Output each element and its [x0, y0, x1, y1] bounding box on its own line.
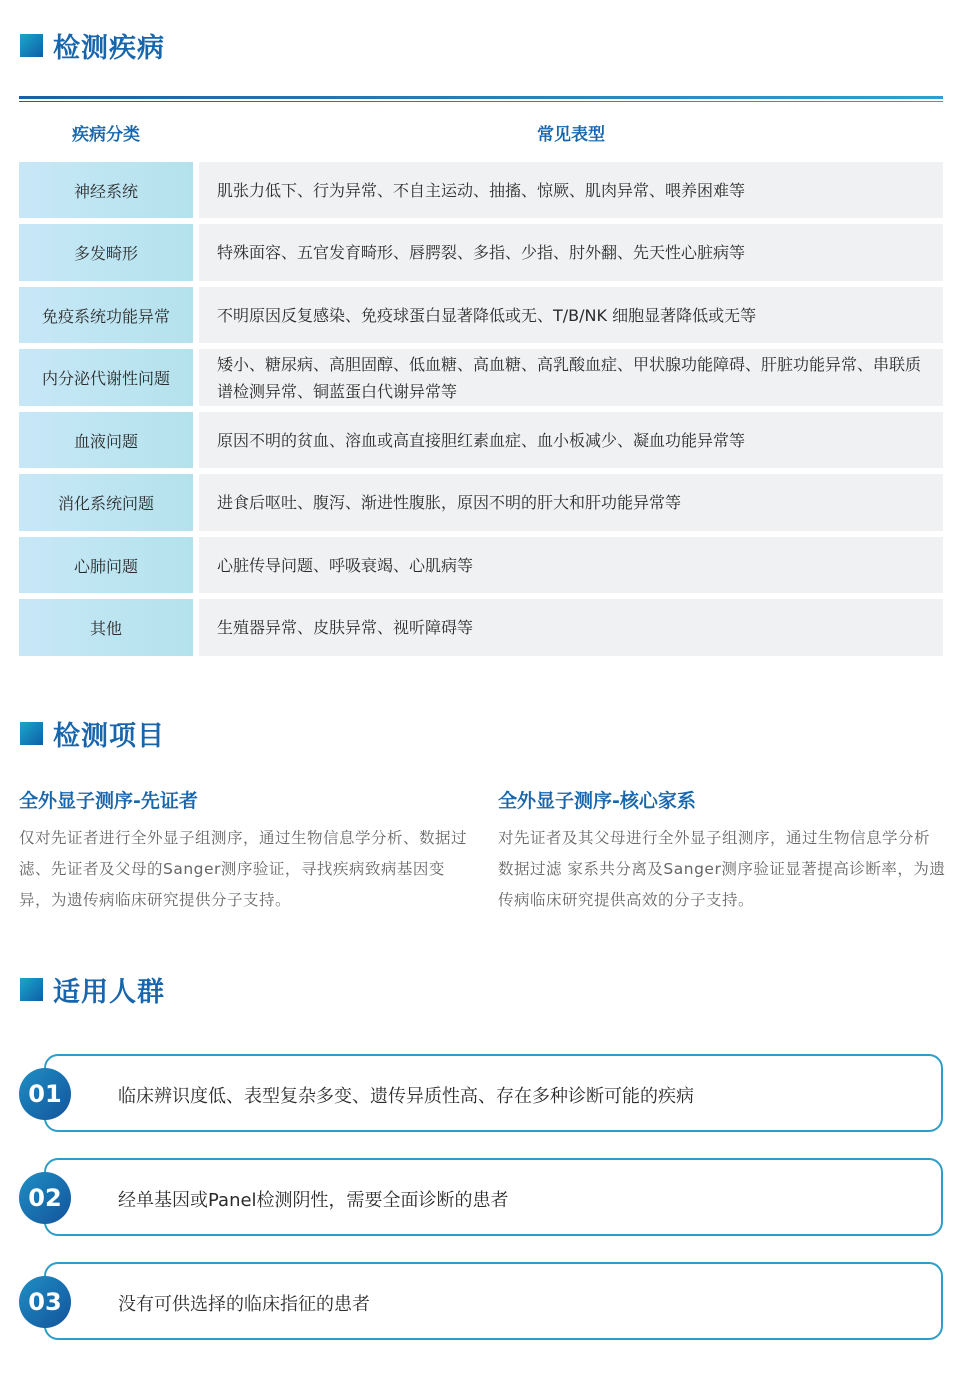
row-category: 内分泌代谢性问题	[19, 349, 193, 406]
row-phenotype: 不明原因反复感染、免疫球蛋白显著降低或无、T/B/NK 细胞显著降低或无等	[199, 287, 943, 343]
row-phenotype: 特殊面容、五官发育畸形、唇腭裂、多指、少指、肘外翻、先天性心脏病等	[199, 224, 943, 281]
table-header	[19, 116, 943, 148]
divider	[19, 96, 943, 102]
row-category: 神经系统	[19, 162, 193, 218]
row-phenotype: 原因不明的贫血、溶血或高直接胆红素血症、血小板减少、凝血功能异常等	[199, 412, 943, 468]
row-category: 免疫系统功能异常	[19, 287, 193, 343]
section-marker-icon	[20, 34, 43, 57]
section-title-diseases	[20, 28, 165, 62]
population-number-badge: 01	[19, 1068, 71, 1120]
population-item	[19, 1262, 943, 1342]
row-category: 其他	[19, 599, 193, 656]
section-marker-icon	[20, 978, 43, 1001]
population-text: 没有可供选择的临床指征的患者	[118, 1294, 370, 1315]
section-marker-icon	[20, 722, 43, 745]
population-item	[19, 1054, 943, 1134]
population-number-badge: 03	[19, 1276, 71, 1328]
table-row	[19, 224, 943, 281]
project-title: 全外显子测序-核心家系	[498, 790, 696, 812]
section-title-projects	[20, 716, 165, 750]
row-phenotype: 心脏传导问题、呼吸衰竭、心肌病等	[199, 537, 943, 593]
population-text: 临床辨识度低、表型复杂多变、遗传异质性高、存在多种诊断可能的疾病	[118, 1086, 694, 1107]
population-text: 经单基因或Panel检测阴性，需要全面诊断的患者	[118, 1190, 509, 1211]
table-row	[19, 412, 943, 468]
project-description: 仅对先证者进行全外显子组测序，通过生物信息学分析、数据过滤、先证者及父母的Sanger测序验证，寻找疾病致病基因变异，为遗传病临床研究提供分子支持。	[19, 829, 468, 909]
header-category: 疾病分类	[72, 125, 140, 145]
row-phenotype: 肌张力低下、行为异常、不自主运动、抽搐、惊厥、肌肉异常、喂养困难等	[199, 162, 943, 218]
row-phenotype: 进食后呕吐、腹泻、渐进性腹胀，原因不明的肝大和肝功能异常等	[199, 474, 943, 531]
row-category: 多发畸形	[19, 224, 193, 281]
table-row	[19, 599, 943, 656]
row-category: 血液问题	[19, 412, 193, 468]
population-box	[44, 1054, 943, 1132]
row-category: 心肺问题	[19, 537, 193, 593]
row-phenotype: 矮小、糖尿病、高胆固醇、低血糖、高血糖、高乳酸血症、甲状腺功能障碍、肝脏功能异常、串联质谱检测异常、铜蓝蛋白代谢异常等	[199, 349, 943, 406]
project-description: 对先证者及其父母进行全外显子组测序，通过生物信息学分析 数据过滤 家系共分离及Sanger测序验证显著提高诊断率，为遗传病临床研究提供高效的分子支持。	[498, 829, 946, 909]
population-box	[44, 1158, 943, 1236]
section-title-population	[20, 972, 165, 1006]
population-number-badge: 02	[19, 1172, 71, 1224]
section-title-text: 检测项目	[53, 720, 165, 752]
population-box	[44, 1262, 943, 1340]
table-row	[19, 287, 943, 343]
row-category: 消化系统问题	[19, 474, 193, 531]
project-trio	[498, 786, 948, 916]
row-phenotype: 生殖器异常、皮肤异常、视听障碍等	[199, 599, 943, 656]
table-row	[19, 349, 943, 406]
section-title-text: 适用人群	[53, 976, 165, 1008]
project-proband	[19, 786, 469, 916]
population-item	[19, 1158, 943, 1238]
section-title-text: 检测疾病	[53, 32, 165, 64]
project-title: 全外显子测序-先证者	[19, 790, 198, 812]
table-row	[19, 474, 943, 531]
table-row	[19, 537, 943, 593]
table-row	[19, 162, 943, 218]
header-phenotype: 常见表型	[537, 125, 605, 145]
